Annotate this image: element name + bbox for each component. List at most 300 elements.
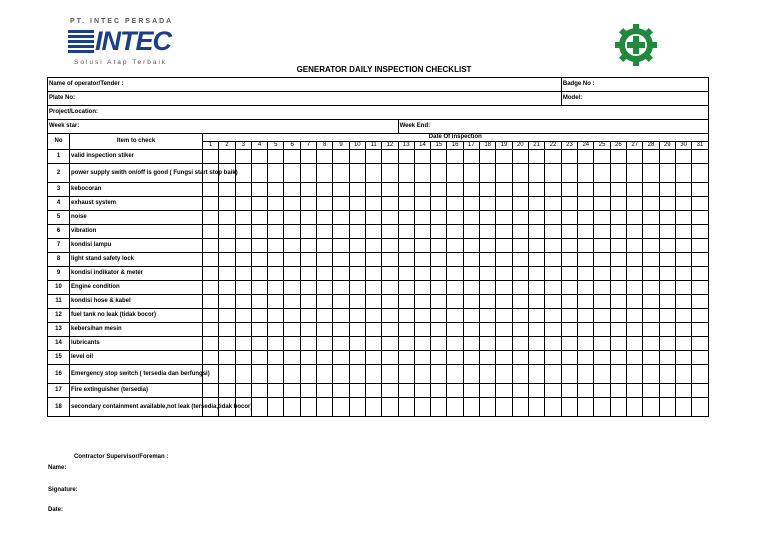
check-cell[interactable] xyxy=(692,239,708,253)
check-cell[interactable] xyxy=(594,309,610,323)
check-cell[interactable] xyxy=(512,309,528,323)
check-cell[interactable] xyxy=(300,183,316,197)
check-cell[interactable] xyxy=(627,150,643,164)
check-cell[interactable] xyxy=(414,384,430,398)
check-cell[interactable] xyxy=(414,337,430,351)
check-cell[interactable] xyxy=(594,365,610,384)
check-cell[interactable] xyxy=(561,197,577,211)
check-cell[interactable] xyxy=(300,211,316,225)
check-cell[interactable] xyxy=(610,197,626,211)
check-cell[interactable] xyxy=(349,337,365,351)
check-cell[interactable] xyxy=(300,267,316,281)
check-cell[interactable] xyxy=(659,351,675,365)
check-cell[interactable] xyxy=(528,183,544,197)
check-cell[interactable] xyxy=(643,295,659,309)
check-cell[interactable] xyxy=(627,323,643,337)
check-cell[interactable] xyxy=(463,365,479,384)
check-cell[interactable] xyxy=(300,323,316,337)
check-cell[interactable] xyxy=(675,183,691,197)
check-cell[interactable] xyxy=(561,183,577,197)
check-cell[interactable] xyxy=(235,211,251,225)
check-cell[interactable] xyxy=(219,253,235,267)
check-cell[interactable] xyxy=(203,351,219,365)
check-cell[interactable] xyxy=(219,281,235,295)
check-cell[interactable] xyxy=(675,351,691,365)
check-cell[interactable] xyxy=(382,323,398,337)
check-cell[interactable] xyxy=(414,281,430,295)
check-cell[interactable] xyxy=(561,150,577,164)
check-cell[interactable] xyxy=(431,183,447,197)
check-cell[interactable] xyxy=(528,398,544,417)
check-cell[interactable] xyxy=(317,197,333,211)
check-cell[interactable] xyxy=(643,281,659,295)
check-cell[interactable] xyxy=(578,281,594,295)
check-cell[interactable] xyxy=(317,365,333,384)
check-cell[interactable] xyxy=(463,150,479,164)
check-cell[interactable] xyxy=(659,309,675,323)
check-cell[interactable] xyxy=(545,267,562,281)
check-cell[interactable] xyxy=(219,211,235,225)
check-cell[interactable] xyxy=(235,197,251,211)
check-cell[interactable] xyxy=(496,197,512,211)
check-cell[interactable] xyxy=(333,183,349,197)
check-cell[interactable] xyxy=(235,253,251,267)
check-cell[interactable] xyxy=(561,225,577,239)
check-cell[interactable] xyxy=(203,267,219,281)
check-cell[interactable] xyxy=(480,225,496,239)
check-cell[interactable] xyxy=(594,253,610,267)
check-cell[interactable] xyxy=(627,295,643,309)
check-cell[interactable] xyxy=(349,323,365,337)
check-cell[interactable] xyxy=(268,183,284,197)
check-cell[interactable] xyxy=(284,384,300,398)
check-cell[interactable] xyxy=(578,150,594,164)
check-cell[interactable] xyxy=(643,398,659,417)
check-cell[interactable] xyxy=(268,225,284,239)
check-cell[interactable] xyxy=(203,239,219,253)
check-cell[interactable] xyxy=(365,398,381,417)
check-cell[interactable] xyxy=(480,323,496,337)
check-cell[interactable] xyxy=(594,337,610,351)
check-cell[interactable] xyxy=(594,295,610,309)
check-cell[interactable] xyxy=(398,351,414,365)
check-cell[interactable] xyxy=(675,197,691,211)
check-cell[interactable] xyxy=(317,164,333,183)
check-cell[interactable] xyxy=(578,267,594,281)
check-cell[interactable] xyxy=(382,267,398,281)
check-cell[interactable] xyxy=(528,239,544,253)
check-cell[interactable] xyxy=(219,267,235,281)
check-cell[interactable] xyxy=(447,253,463,267)
check-cell[interactable] xyxy=(627,337,643,351)
check-cell[interactable] xyxy=(463,253,479,267)
check-cell[interactable] xyxy=(398,150,414,164)
check-cell[interactable] xyxy=(545,211,562,225)
check-cell[interactable] xyxy=(610,323,626,337)
check-cell[interactable] xyxy=(333,365,349,384)
check-cell[interactable] xyxy=(627,281,643,295)
check-cell[interactable] xyxy=(578,309,594,323)
check-cell[interactable] xyxy=(594,150,610,164)
check-cell[interactable] xyxy=(578,351,594,365)
week-start-field[interactable]: Week star: xyxy=(48,120,399,134)
check-cell[interactable] xyxy=(431,337,447,351)
check-cell[interactable] xyxy=(203,295,219,309)
check-cell[interactable] xyxy=(333,197,349,211)
check-cell[interactable] xyxy=(643,351,659,365)
check-cell[interactable] xyxy=(594,398,610,417)
check-cell[interactable] xyxy=(398,398,414,417)
check-cell[interactable] xyxy=(398,197,414,211)
check-cell[interactable] xyxy=(398,295,414,309)
check-cell[interactable] xyxy=(284,164,300,183)
check-cell[interactable] xyxy=(496,239,512,253)
signature-field[interactable]: Signature: xyxy=(48,487,78,493)
check-cell[interactable] xyxy=(251,323,267,337)
check-cell[interactable] xyxy=(349,281,365,295)
check-cell[interactable] xyxy=(235,384,251,398)
check-cell[interactable] xyxy=(463,239,479,253)
check-cell[interactable] xyxy=(333,384,349,398)
check-cell[interactable] xyxy=(594,211,610,225)
check-cell[interactable] xyxy=(675,295,691,309)
check-cell[interactable] xyxy=(610,337,626,351)
check-cell[interactable] xyxy=(284,225,300,239)
check-cell[interactable] xyxy=(398,309,414,323)
check-cell[interactable] xyxy=(431,239,447,253)
check-cell[interactable] xyxy=(643,225,659,239)
check-cell[interactable] xyxy=(414,295,430,309)
check-cell[interactable] xyxy=(333,309,349,323)
check-cell[interactable] xyxy=(365,309,381,323)
check-cell[interactable] xyxy=(578,323,594,337)
check-cell[interactable] xyxy=(692,164,708,183)
check-cell[interactable] xyxy=(463,225,479,239)
check-cell[interactable] xyxy=(365,281,381,295)
check-cell[interactable] xyxy=(480,211,496,225)
check-cell[interactable] xyxy=(463,267,479,281)
check-cell[interactable] xyxy=(203,150,219,164)
check-cell[interactable] xyxy=(447,150,463,164)
check-cell[interactable] xyxy=(627,267,643,281)
check-cell[interactable] xyxy=(251,267,267,281)
check-cell[interactable] xyxy=(365,351,381,365)
check-cell[interactable] xyxy=(692,211,708,225)
check-cell[interactable] xyxy=(643,267,659,281)
check-cell[interactable] xyxy=(268,351,284,365)
check-cell[interactable] xyxy=(431,150,447,164)
check-cell[interactable] xyxy=(610,365,626,384)
check-cell[interactable] xyxy=(496,164,512,183)
check-cell[interactable] xyxy=(251,337,267,351)
date-field[interactable]: Date: xyxy=(48,507,64,513)
check-cell[interactable] xyxy=(382,295,398,309)
check-cell[interactable] xyxy=(382,384,398,398)
check-cell[interactable] xyxy=(545,183,562,197)
check-cell[interactable] xyxy=(349,239,365,253)
check-cell[interactable] xyxy=(349,197,365,211)
check-cell[interactable] xyxy=(365,239,381,253)
check-cell[interactable] xyxy=(235,309,251,323)
model-field[interactable]: Model: xyxy=(561,92,708,106)
check-cell[interactable] xyxy=(251,398,267,417)
check-cell[interactable] xyxy=(235,281,251,295)
check-cell[interactable] xyxy=(496,384,512,398)
check-cell[interactable] xyxy=(528,337,544,351)
check-cell[interactable] xyxy=(268,384,284,398)
check-cell[interactable] xyxy=(398,225,414,239)
check-cell[interactable] xyxy=(349,211,365,225)
check-cell[interactable] xyxy=(610,295,626,309)
check-cell[interactable] xyxy=(675,384,691,398)
check-cell[interactable] xyxy=(349,183,365,197)
check-cell[interactable] xyxy=(578,197,594,211)
check-cell[interactable] xyxy=(414,197,430,211)
check-cell[interactable] xyxy=(480,337,496,351)
check-cell[interactable] xyxy=(414,253,430,267)
check-cell[interactable] xyxy=(594,197,610,211)
check-cell[interactable] xyxy=(496,211,512,225)
check-cell[interactable] xyxy=(496,323,512,337)
check-cell[interactable] xyxy=(627,211,643,225)
check-cell[interactable] xyxy=(594,183,610,197)
check-cell[interactable] xyxy=(382,309,398,323)
check-cell[interactable] xyxy=(675,267,691,281)
check-cell[interactable] xyxy=(675,337,691,351)
check-cell[interactable] xyxy=(447,164,463,183)
check-cell[interactable] xyxy=(251,295,267,309)
check-cell[interactable] xyxy=(545,309,562,323)
check-cell[interactable] xyxy=(528,253,544,267)
check-cell[interactable] xyxy=(251,239,267,253)
check-cell[interactable] xyxy=(203,384,219,398)
check-cell[interactable] xyxy=(317,337,333,351)
check-cell[interactable] xyxy=(692,253,708,267)
check-cell[interactable] xyxy=(284,281,300,295)
check-cell[interactable] xyxy=(414,239,430,253)
check-cell[interactable] xyxy=(284,323,300,337)
check-cell[interactable] xyxy=(463,337,479,351)
check-cell[interactable] xyxy=(528,309,544,323)
check-cell[interactable] xyxy=(643,183,659,197)
check-cell[interactable] xyxy=(300,239,316,253)
check-cell[interactable] xyxy=(610,253,626,267)
check-cell[interactable] xyxy=(675,164,691,183)
check-cell[interactable] xyxy=(349,295,365,309)
name-field[interactable]: Name: xyxy=(48,465,67,471)
check-cell[interactable] xyxy=(414,150,430,164)
check-cell[interactable] xyxy=(692,183,708,197)
check-cell[interactable] xyxy=(317,398,333,417)
check-cell[interactable] xyxy=(610,267,626,281)
check-cell[interactable] xyxy=(594,267,610,281)
check-cell[interactable] xyxy=(251,384,267,398)
check-cell[interactable] xyxy=(659,384,675,398)
check-cell[interactable] xyxy=(496,150,512,164)
check-cell[interactable] xyxy=(317,150,333,164)
check-cell[interactable] xyxy=(219,384,235,398)
check-cell[interactable] xyxy=(284,295,300,309)
check-cell[interactable] xyxy=(333,337,349,351)
check-cell[interactable] xyxy=(333,164,349,183)
check-cell[interactable] xyxy=(643,323,659,337)
check-cell[interactable] xyxy=(463,351,479,365)
check-cell[interactable] xyxy=(251,225,267,239)
check-cell[interactable] xyxy=(545,281,562,295)
badge-no-field[interactable]: Badge No : xyxy=(561,78,708,92)
check-cell[interactable] xyxy=(578,384,594,398)
check-cell[interactable] xyxy=(333,398,349,417)
check-cell[interactable] xyxy=(382,164,398,183)
check-cell[interactable] xyxy=(512,197,528,211)
check-cell[interactable] xyxy=(463,211,479,225)
check-cell[interactable] xyxy=(251,197,267,211)
check-cell[interactable] xyxy=(675,225,691,239)
check-cell[interactable] xyxy=(398,211,414,225)
check-cell[interactable] xyxy=(692,309,708,323)
check-cell[interactable] xyxy=(268,365,284,384)
check-cell[interactable] xyxy=(219,309,235,323)
check-cell[interactable] xyxy=(219,239,235,253)
check-cell[interactable] xyxy=(300,150,316,164)
check-cell[interactable] xyxy=(284,183,300,197)
check-cell[interactable] xyxy=(268,239,284,253)
check-cell[interactable] xyxy=(512,365,528,384)
check-cell[interactable] xyxy=(463,323,479,337)
check-cell[interactable] xyxy=(594,225,610,239)
check-cell[interactable] xyxy=(235,295,251,309)
check-cell[interactable] xyxy=(561,267,577,281)
check-cell[interactable] xyxy=(627,309,643,323)
check-cell[interactable] xyxy=(203,211,219,225)
plate-no-field[interactable]: Plate No: xyxy=(48,92,562,106)
check-cell[interactable] xyxy=(512,295,528,309)
check-cell[interactable] xyxy=(675,309,691,323)
check-cell[interactable] xyxy=(675,211,691,225)
check-cell[interactable] xyxy=(431,225,447,239)
check-cell[interactable] xyxy=(203,309,219,323)
check-cell[interactable] xyxy=(284,211,300,225)
check-cell[interactable] xyxy=(284,337,300,351)
check-cell[interactable] xyxy=(528,281,544,295)
check-cell[interactable] xyxy=(333,239,349,253)
check-cell[interactable] xyxy=(675,253,691,267)
check-cell[interactable] xyxy=(512,281,528,295)
check-cell[interactable] xyxy=(610,164,626,183)
check-cell[interactable] xyxy=(300,197,316,211)
check-cell[interactable] xyxy=(643,211,659,225)
check-cell[interactable] xyxy=(528,323,544,337)
check-cell[interactable] xyxy=(447,384,463,398)
check-cell[interactable] xyxy=(480,164,496,183)
check-cell[interactable] xyxy=(659,337,675,351)
check-cell[interactable] xyxy=(692,225,708,239)
check-cell[interactable] xyxy=(317,281,333,295)
check-cell[interactable] xyxy=(268,281,284,295)
check-cell[interactable] xyxy=(268,398,284,417)
check-cell[interactable] xyxy=(643,150,659,164)
check-cell[interactable] xyxy=(447,183,463,197)
check-cell[interactable] xyxy=(398,239,414,253)
operator-name-field[interactable]: Name of operator/Tender : xyxy=(48,78,562,92)
check-cell[interactable] xyxy=(561,295,577,309)
check-cell[interactable] xyxy=(578,253,594,267)
check-cell[interactable] xyxy=(333,211,349,225)
check-cell[interactable] xyxy=(528,197,544,211)
check-cell[interactable] xyxy=(382,253,398,267)
check-cell[interactable] xyxy=(480,309,496,323)
check-cell[interactable] xyxy=(675,323,691,337)
check-cell[interactable] xyxy=(268,253,284,267)
check-cell[interactable] xyxy=(431,267,447,281)
check-cell[interactable] xyxy=(349,365,365,384)
check-cell[interactable] xyxy=(594,239,610,253)
check-cell[interactable] xyxy=(447,225,463,239)
check-cell[interactable] xyxy=(431,365,447,384)
check-cell[interactable] xyxy=(627,365,643,384)
week-end-field[interactable]: Week End: xyxy=(398,120,708,134)
check-cell[interactable] xyxy=(480,183,496,197)
check-cell[interactable] xyxy=(627,197,643,211)
check-cell[interactable] xyxy=(447,337,463,351)
check-cell[interactable] xyxy=(480,398,496,417)
check-cell[interactable] xyxy=(610,281,626,295)
check-cell[interactable] xyxy=(659,295,675,309)
check-cell[interactable] xyxy=(414,225,430,239)
check-cell[interactable] xyxy=(496,365,512,384)
check-cell[interactable] xyxy=(594,164,610,183)
check-cell[interactable] xyxy=(512,211,528,225)
check-cell[interactable] xyxy=(235,225,251,239)
check-cell[interactable] xyxy=(317,295,333,309)
check-cell[interactable] xyxy=(512,253,528,267)
check-cell[interactable] xyxy=(431,281,447,295)
check-cell[interactable] xyxy=(219,337,235,351)
check-cell[interactable] xyxy=(594,281,610,295)
check-cell[interactable] xyxy=(480,197,496,211)
check-cell[interactable] xyxy=(561,309,577,323)
check-cell[interactable] xyxy=(496,281,512,295)
check-cell[interactable] xyxy=(610,351,626,365)
check-cell[interactable] xyxy=(659,197,675,211)
check-cell[interactable] xyxy=(659,164,675,183)
check-cell[interactable] xyxy=(545,398,562,417)
check-cell[interactable] xyxy=(463,295,479,309)
check-cell[interactable] xyxy=(300,164,316,183)
check-cell[interactable] xyxy=(365,384,381,398)
check-cell[interactable] xyxy=(496,337,512,351)
check-cell[interactable] xyxy=(365,150,381,164)
check-cell[interactable] xyxy=(627,239,643,253)
check-cell[interactable] xyxy=(692,267,708,281)
check-cell[interactable] xyxy=(251,351,267,365)
check-cell[interactable] xyxy=(365,267,381,281)
check-cell[interactable] xyxy=(219,351,235,365)
check-cell[interactable] xyxy=(561,365,577,384)
check-cell[interactable] xyxy=(561,398,577,417)
check-cell[interactable] xyxy=(235,150,251,164)
check-cell[interactable] xyxy=(251,365,267,384)
check-cell[interactable] xyxy=(545,295,562,309)
check-cell[interactable] xyxy=(528,211,544,225)
check-cell[interactable] xyxy=(447,281,463,295)
check-cell[interactable] xyxy=(659,183,675,197)
check-cell[interactable] xyxy=(447,267,463,281)
check-cell[interactable] xyxy=(431,384,447,398)
check-cell[interactable] xyxy=(447,239,463,253)
check-cell[interactable] xyxy=(545,197,562,211)
check-cell[interactable] xyxy=(627,351,643,365)
